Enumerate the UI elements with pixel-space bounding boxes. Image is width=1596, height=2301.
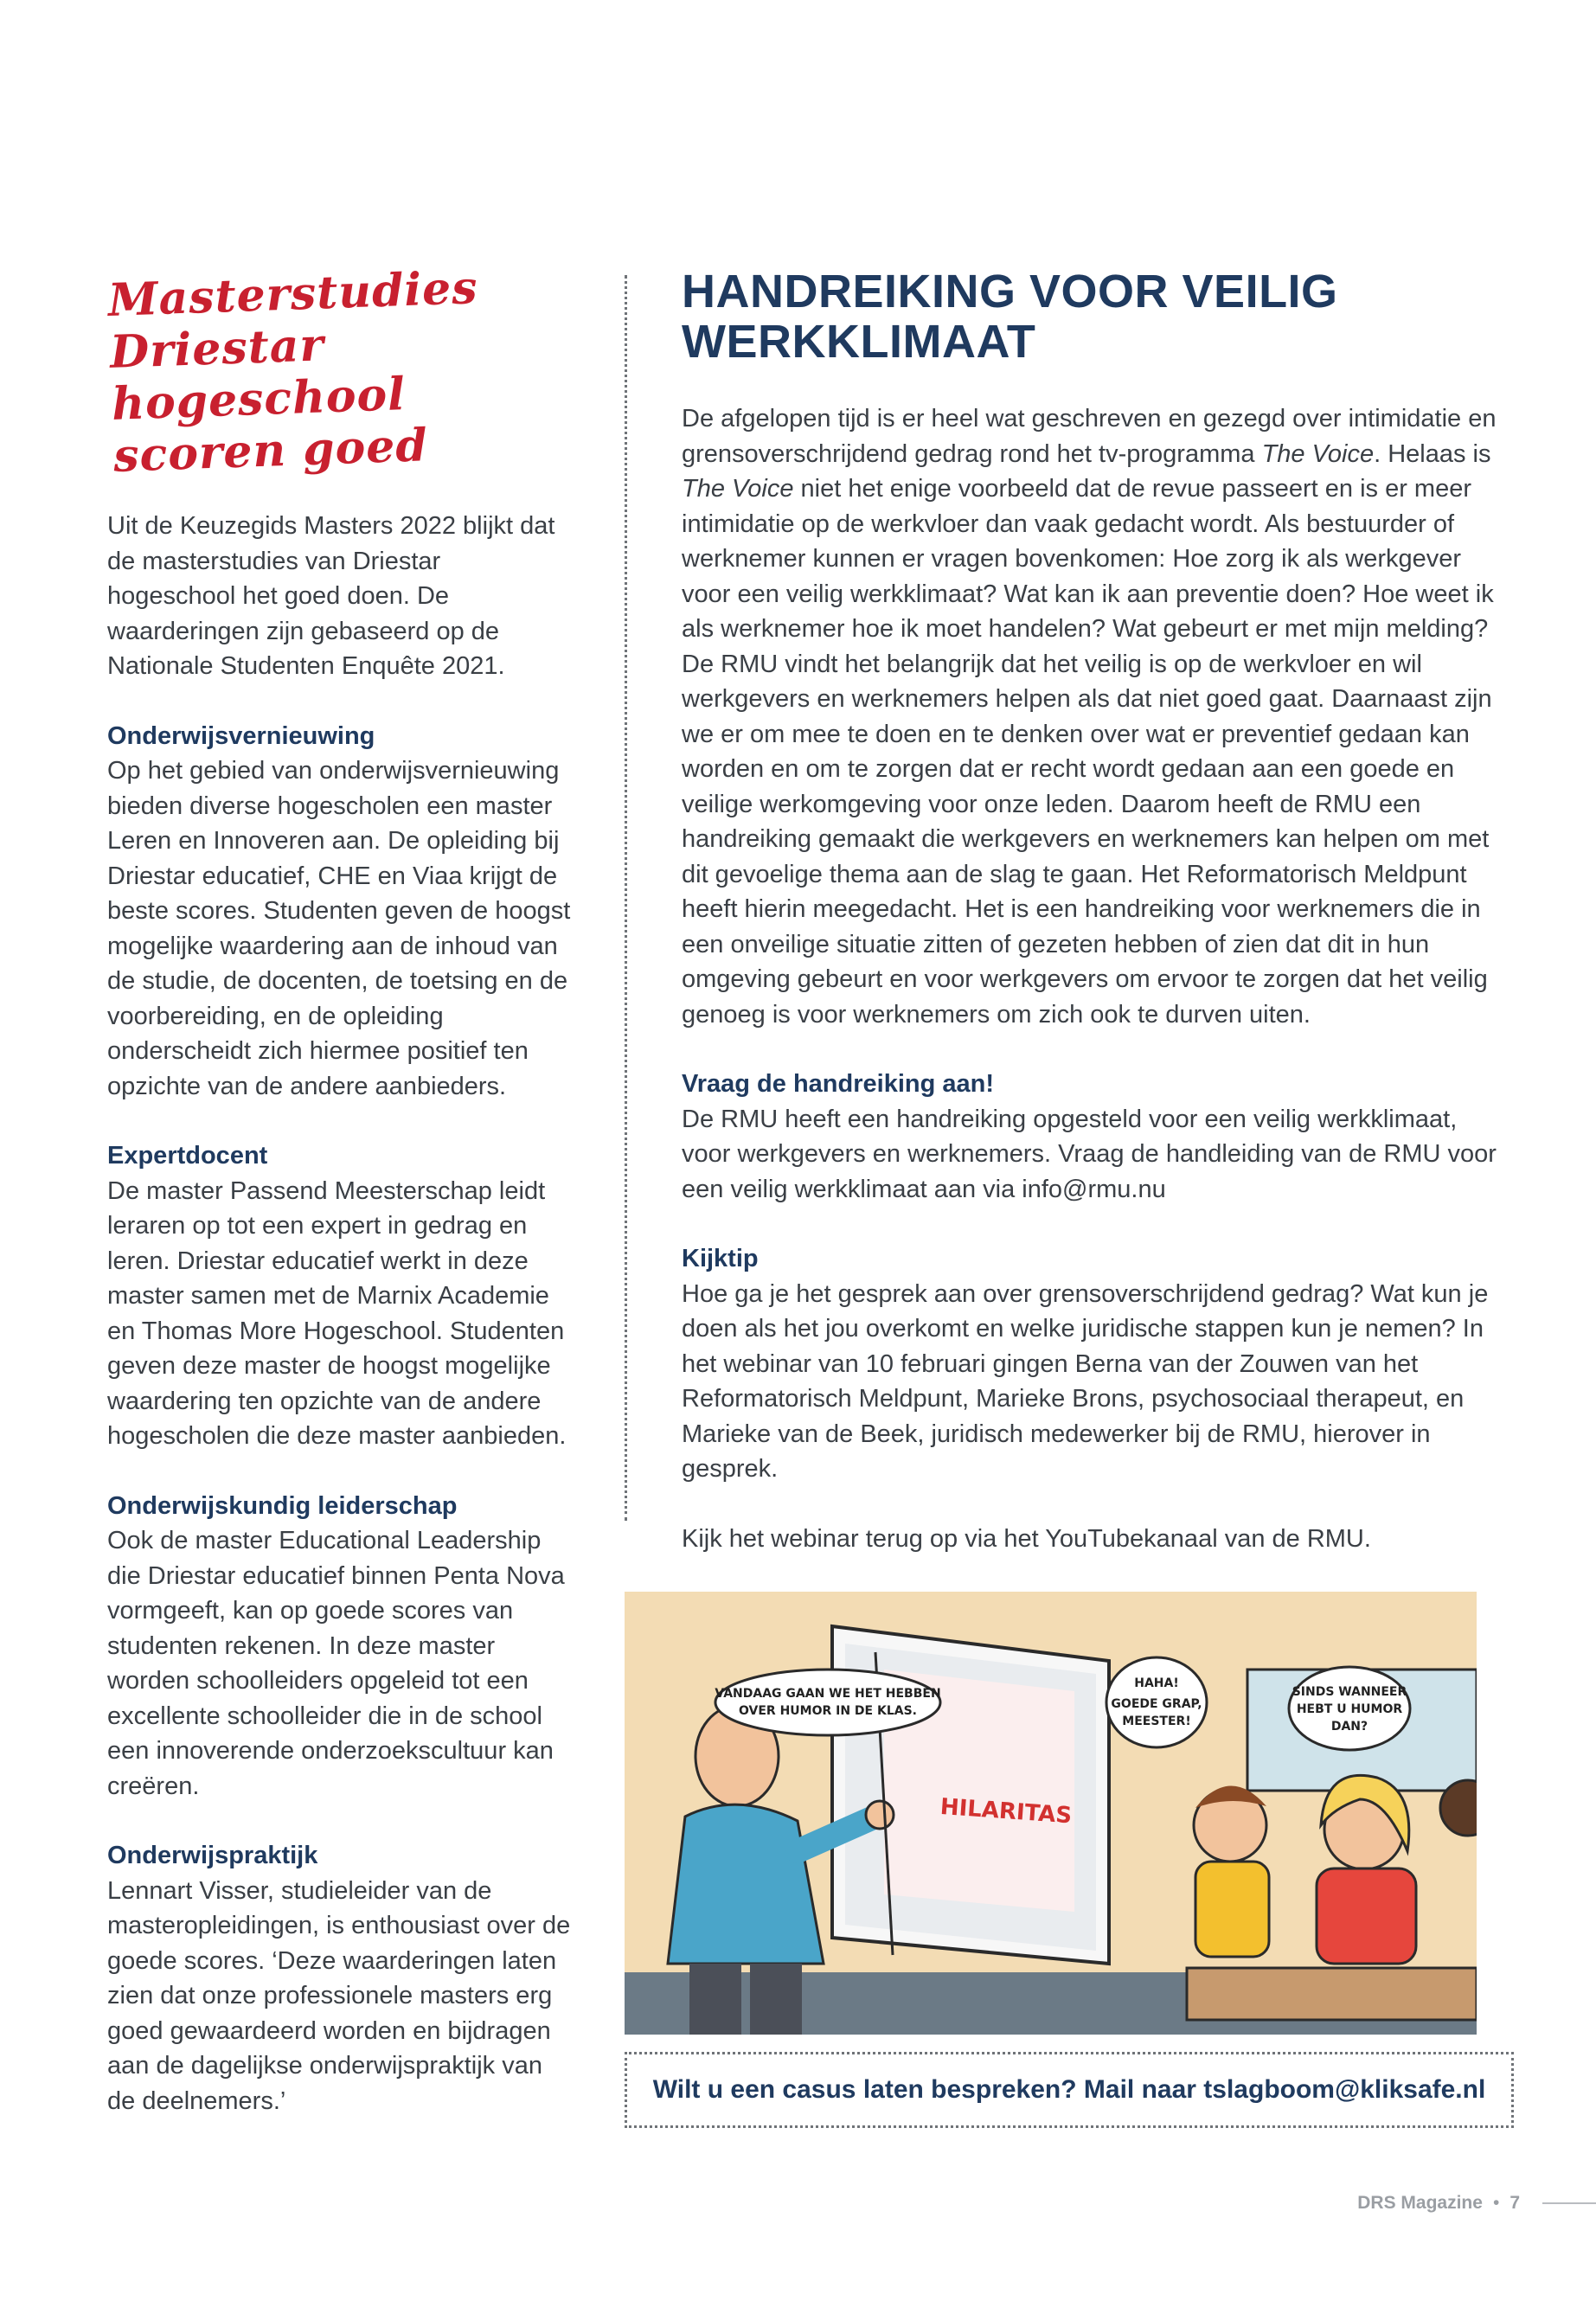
column-divider [625, 275, 627, 1521]
section-heading: Onderwijspraktijk [107, 1842, 318, 1869]
comic-illustration [625, 1592, 1477, 2035]
bubble-question-line: DAN? [1330, 1720, 1368, 1734]
page-number: 7 [1509, 2193, 1520, 2213]
request-heading: Vraag de handreiking aan! [682, 1070, 994, 1098]
magazine-name: DRS Magazine [1357, 2193, 1483, 2213]
section-heading: Onderwijskundig leiderschap [107, 1491, 458, 1520]
left-article [106, 261, 574, 2118]
cta-box [625, 2052, 1514, 2128]
watch-paragraph: Kijk het webinar terug op via het YouTubekanaal van de RMU. [682, 1524, 1371, 1553]
request-paragraph: De RMU heeft een handreiking opgesteld voor een veilig werkklimaat, voor werkgevers en werknemers. Vraag de handleiding van de RMU voor een veilig werkklimaat aan via info@rmu.nu [682, 1105, 1497, 1203]
section-heading: Expertdocent [107, 1142, 268, 1170]
board-text: HILARITAS [939, 1793, 1074, 1830]
title-line: scoren goed [112, 419, 429, 483]
title-line: WERKKLIMAAT [682, 316, 1036, 368]
bubble-laugh-line: MEESTER! [1122, 1715, 1191, 1728]
bubble-teacher-line: VANDAAG GAAN WE HET HEBBEN [715, 1687, 941, 1701]
cta-text: Wilt u een casus laten bespreken? Mail naar tslagboom@kliksafe.nl [652, 2075, 1486, 2104]
right-article-title [682, 266, 1512, 367]
right-article [682, 266, 1512, 1556]
main-paragraph: De afgelopen tijd is er heel wat geschreven en gezegd over intimidatie en grensoverschrijdend gedrag rond het tv-programma The Voice. Helaas is The Voice niet het enige voorbeeld dat de revue passeert en is er meer intimidatie op de werkvloer dan vaak gedacht wordt. Als bestuurder of werknemer kunnen er vragen bovenkomen: Hoe zorg ik als werkgever voor een veilig werkklimaat? Wat kan ik aan preventie doen? Hoe weet ik als werknemer hoe ik moet handelen? Wat gebeurt er met mijn melding? De RMU vindt het belangrijk dat het veilig is op de werkvloer en wil werkgevers en werknemers helpen als dat niet goed gaat. Daarnaast zijn we er om mee te doen en te denken over wat er preventief gedaan kan worden en om te zorgen dat er recht wordt gedaan aan een goede en veilige werkomgeving voor onze leden. Daarom heeft de RMU een handreiking gemaakt die werkgevers en werknemers kan helpen om met dit gevoelige thema aan de slag te gaan. Het Reformatorisch Meldpunt heeft hierin meegedacht. Het is een handreiking voor werknemers die in een onveilige situatie zitten of gezeten hebben of zien dat dit in hun omgeving gebeurt en voor werkgevers om ervoor te zorgen dat het veilig genoeg is voor werknemers om zich ook te durven uiten. [682, 405, 1497, 1029]
bubble-teacher-line: OVER HUMOR IN DE KLAS. [738, 1704, 918, 1718]
tip-heading: Kijktip [682, 1245, 759, 1272]
bubble-laugh-line: GOEDE GRAP, [1111, 1697, 1202, 1711]
section-text: Ook de master Educational Leadership die Driestar educatief binnen Penta Nova vormgeeft, kan op goede scores van studenten rekenen. In deze master worden schoolleiders opgeleid tot een excellente schoolleider die in de school een innoverende onderzoekscultuur kan creëren. [107, 1527, 565, 1800]
footer-rule [1542, 2202, 1596, 2204]
section-heading: Onderwijsvernieuwing [107, 721, 375, 750]
page-footer [1357, 2190, 1596, 2216]
section-text: De master Passend Meesterschap leidt leraren op tot een expert in gedrag en leren. Driestar educatief werkt in deze master samen met de Marnix Academie en Thomas More Hogeschool. Studenten geven deze master de hoogst mogelijke waardering ten opzichte van de andere hogescholen die deze master aanbieden. [107, 1176, 567, 1450]
bubble-laugh-line: HAHA! [1134, 1676, 1179, 1690]
left-article-title [107, 259, 581, 483]
section-text: Op het gebied van onderwijsvernieuwing bieden diverse hogescholen een master Leren en Innoveren aan. De opleiding bij Driestar educatief, CHE en Viaa krijgt de beste scores. Studenten geven de hoogst mogelijke waardering aan de inhoud van de studie, de docenten, de toetsing en de voorbereiding, en de opleiding onderscheidt zich hiermee positief ten opzichte van de andere aanbieders. [107, 757, 571, 1100]
title-line: HANDREIKING VOOR VEILIG [682, 266, 1338, 317]
bullet-icon: • [1492, 2193, 1500, 2213]
title-line: Masterstudies [106, 261, 479, 327]
bubble-question-line: HEBT U HUMOR [1296, 1702, 1403, 1716]
intro-paragraph: Uit de Keuzegids Masters 2022 blijkt dat de masterstudies van Driestar hogeschool het goed doen. De waarderingen zijn gebaseerd op de Nationale Studenten Enquête 2021. [107, 512, 555, 680]
tip-paragraph: Hoe ga je het gesprek aan over grensoverschrijdend gedrag? Wat kun je doen als het jou overkomt en welke juridische stappen kun je nemen? In het webinar van 10 februari gingen Berna van der Zouwen van het Reformatorisch Meldpunt, Marieke Brons, psychosociaal therapeut, en Marieke van de Beek, juridisch medewerker bij de RMU, hierover in gesprek. [682, 1279, 1489, 1483]
section-text: Lennart Visser, studieleider van de masteropleidingen, is enthousiast over de goede scores. ‘Deze waarderingen laten zien dat onze professionele masters erg goed gewaardeerd worden en bijdragen aan de dagelijkse onderwijspraktijk van de deelnemers.’ [107, 1876, 571, 2115]
title-line: Driestar hogeschool [109, 318, 407, 431]
bubble-question-line: SINDS WANNEER [1292, 1685, 1407, 1699]
